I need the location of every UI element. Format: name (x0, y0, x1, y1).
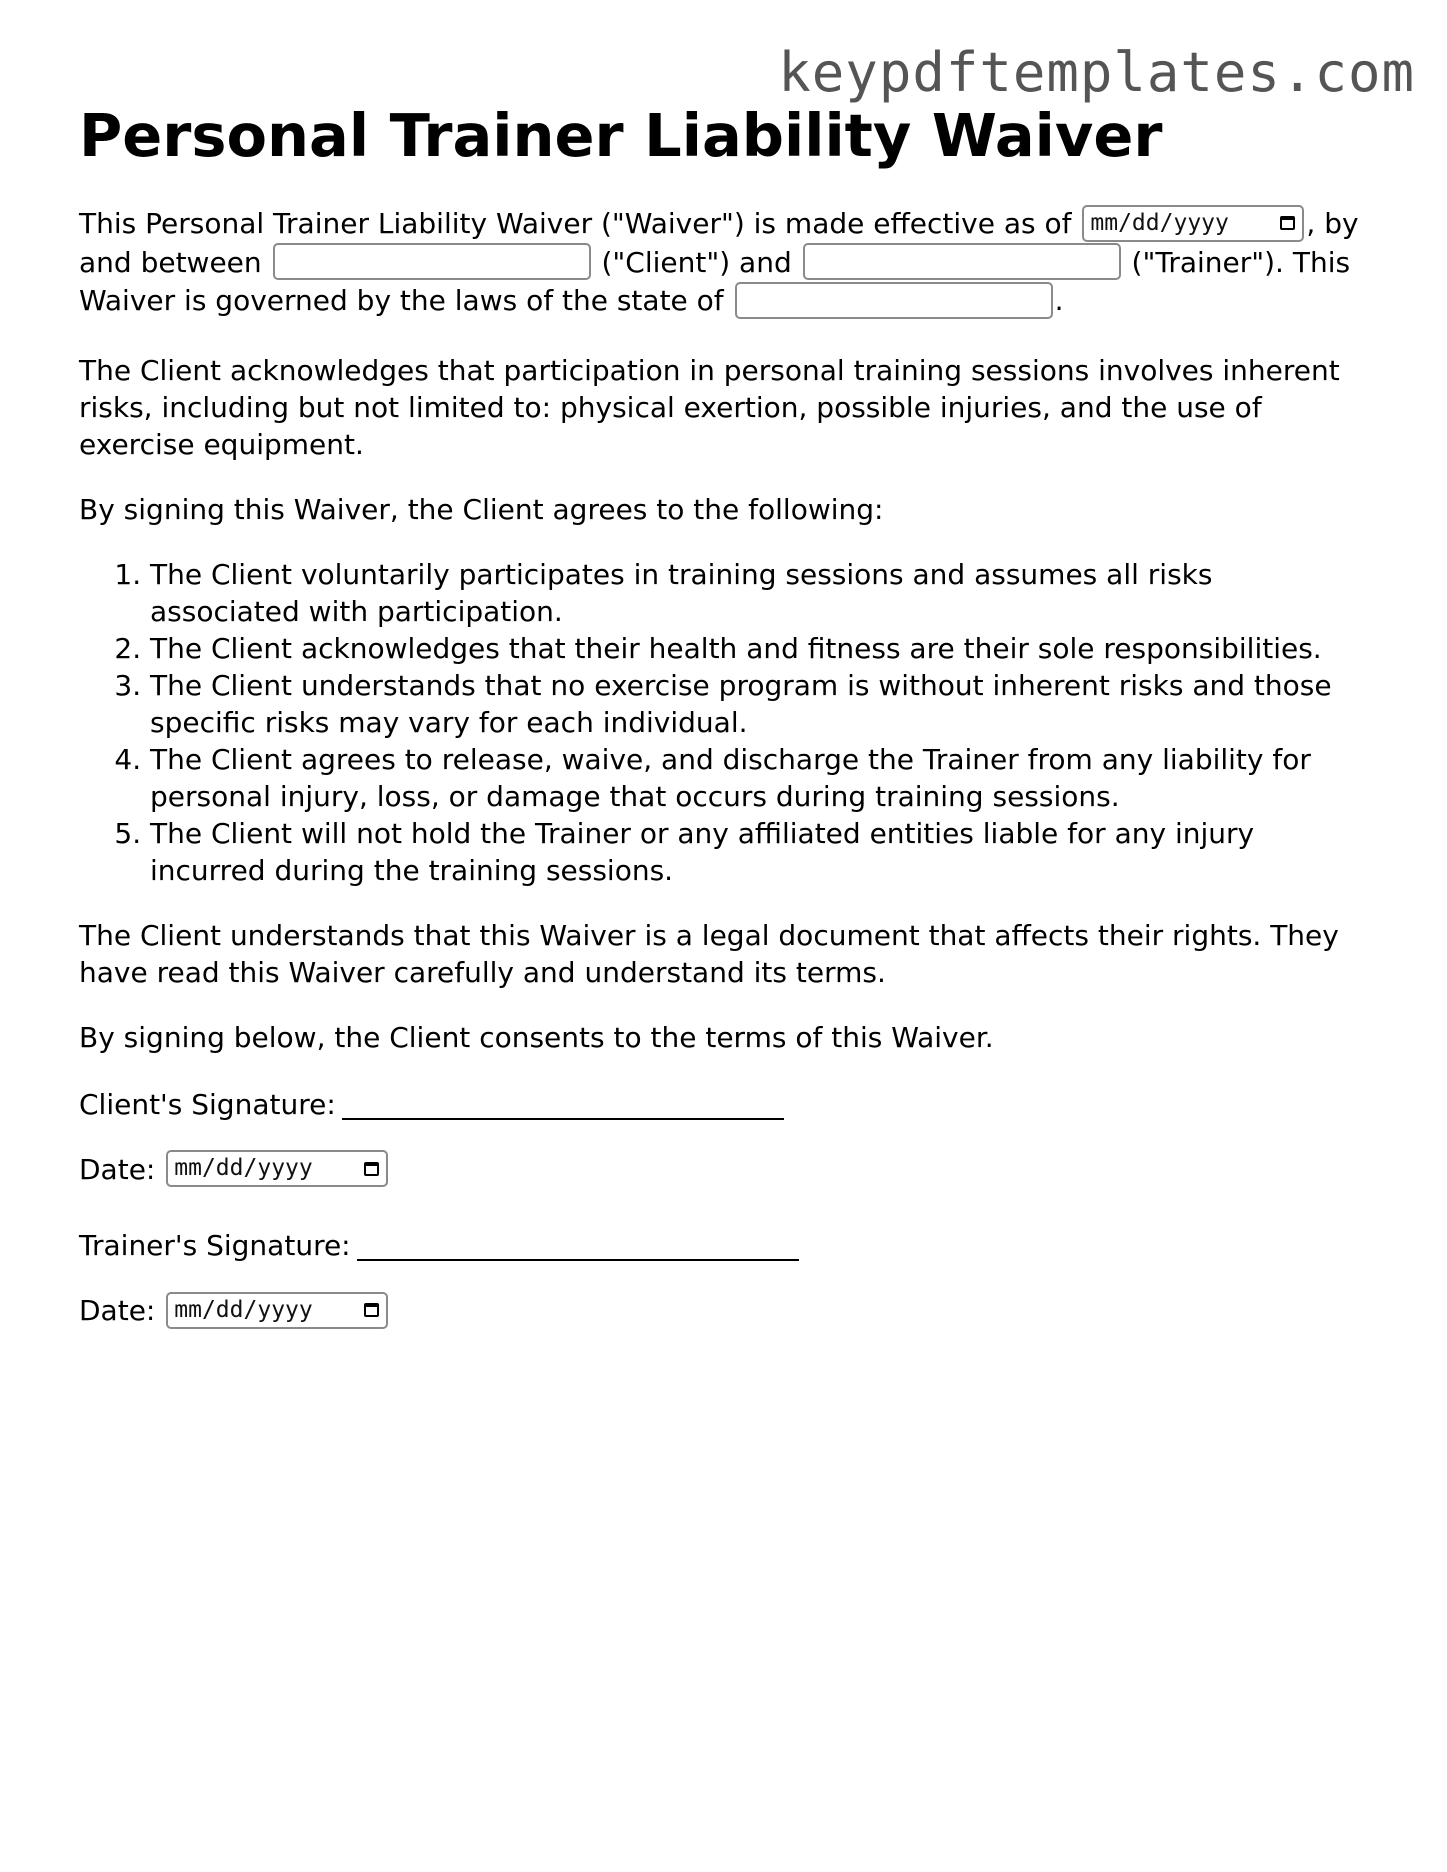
list-item: 1. The Client voluntarily participates in training sessions and assumes all risks associated with participation. (150, 556, 1369, 630)
calendar-icon[interactable] (364, 1162, 379, 1176)
client-signature-row (79, 1084, 1369, 1123)
client-signature-label: Client's Signature: (79, 1087, 336, 1121)
trainer-date-row (79, 1292, 1369, 1331)
client-signature-line[interactable] (342, 1090, 784, 1120)
trainer-date-input[interactable] (166, 1292, 388, 1329)
list-item: 3. The Client understands that no exercise program is without inherent risks and those specific risks may vary for each individual. (150, 667, 1369, 741)
list-item: 2. The Client acknowledges that their health and fitness are their sole responsibilities. (150, 630, 1369, 667)
watermark: keypdftemplates.com (778, 41, 1415, 104)
state-input[interactable] (735, 282, 1053, 319)
date-placeholder: mm/dd/yyyy (174, 1296, 313, 1323)
intro-paragraph (79, 205, 1369, 321)
trainer-signature-row (79, 1225, 1369, 1264)
terms-list (79, 556, 1369, 889)
intro-text-1: This Personal Trainer Liability Waiver ("Waiver") is made effective as of (79, 207, 1072, 240)
legal-paragraph: The Client understands that this Waiver is a legal document that affects their rights. They have read this Waiver carefully and understand its terms. (79, 918, 1339, 989)
trainer-name-input[interactable] (803, 243, 1121, 280)
risks-paragraph: The Client acknowledges that participation in personal training sessions involves inherent risks, including but not limited to: physical exertion, possible injuries, and the use of exercise equipment. (79, 353, 1340, 461)
calendar-icon[interactable] (364, 1303, 379, 1317)
document-title: Personal Trainer Liability Waiver (79, 101, 1163, 170)
agreement-intro: By signing this Waiver, the Client agrees to the following: (79, 492, 884, 526)
consent-paragraph: By signing below, the Client consents to the terms of this Waiver. (79, 1020, 994, 1054)
calendar-icon[interactable] (1280, 216, 1295, 230)
trainer-signature-line[interactable] (357, 1231, 799, 1261)
intro-text-4: ("Trainer"). This Waiver is governed by the laws of the state of (79, 245, 1351, 317)
intro-text-5: . (1054, 284, 1064, 317)
client-date-label: Date: (79, 1152, 156, 1186)
document-body (79, 205, 1369, 1367)
list-item: 4. The Client agrees to release, waive, and discharge the Trainer from any liability for personal injury, loss, or damage that occurs during training sessions. (150, 741, 1369, 815)
client-date-input[interactable] (166, 1150, 388, 1187)
intro-text-2: , by and between (79, 207, 1359, 279)
trainer-signature-label: Trainer's Signature: (79, 1229, 351, 1262)
intro-text-3: ("Client") and (601, 245, 792, 279)
date-placeholder: mm/dd/yyyy (174, 1155, 313, 1181)
client-name-input[interactable] (273, 243, 591, 280)
effective-date-input[interactable] (1082, 205, 1304, 242)
client-date-row (79, 1151, 1369, 1190)
date-placeholder: mm/dd/yyyy (1090, 209, 1229, 236)
trainer-date-label: Date: (79, 1294, 156, 1327)
list-item: 5. The Client will not hold the Trainer or any affiliated entities liable for any injury incurred during the training sessions. (150, 815, 1369, 889)
